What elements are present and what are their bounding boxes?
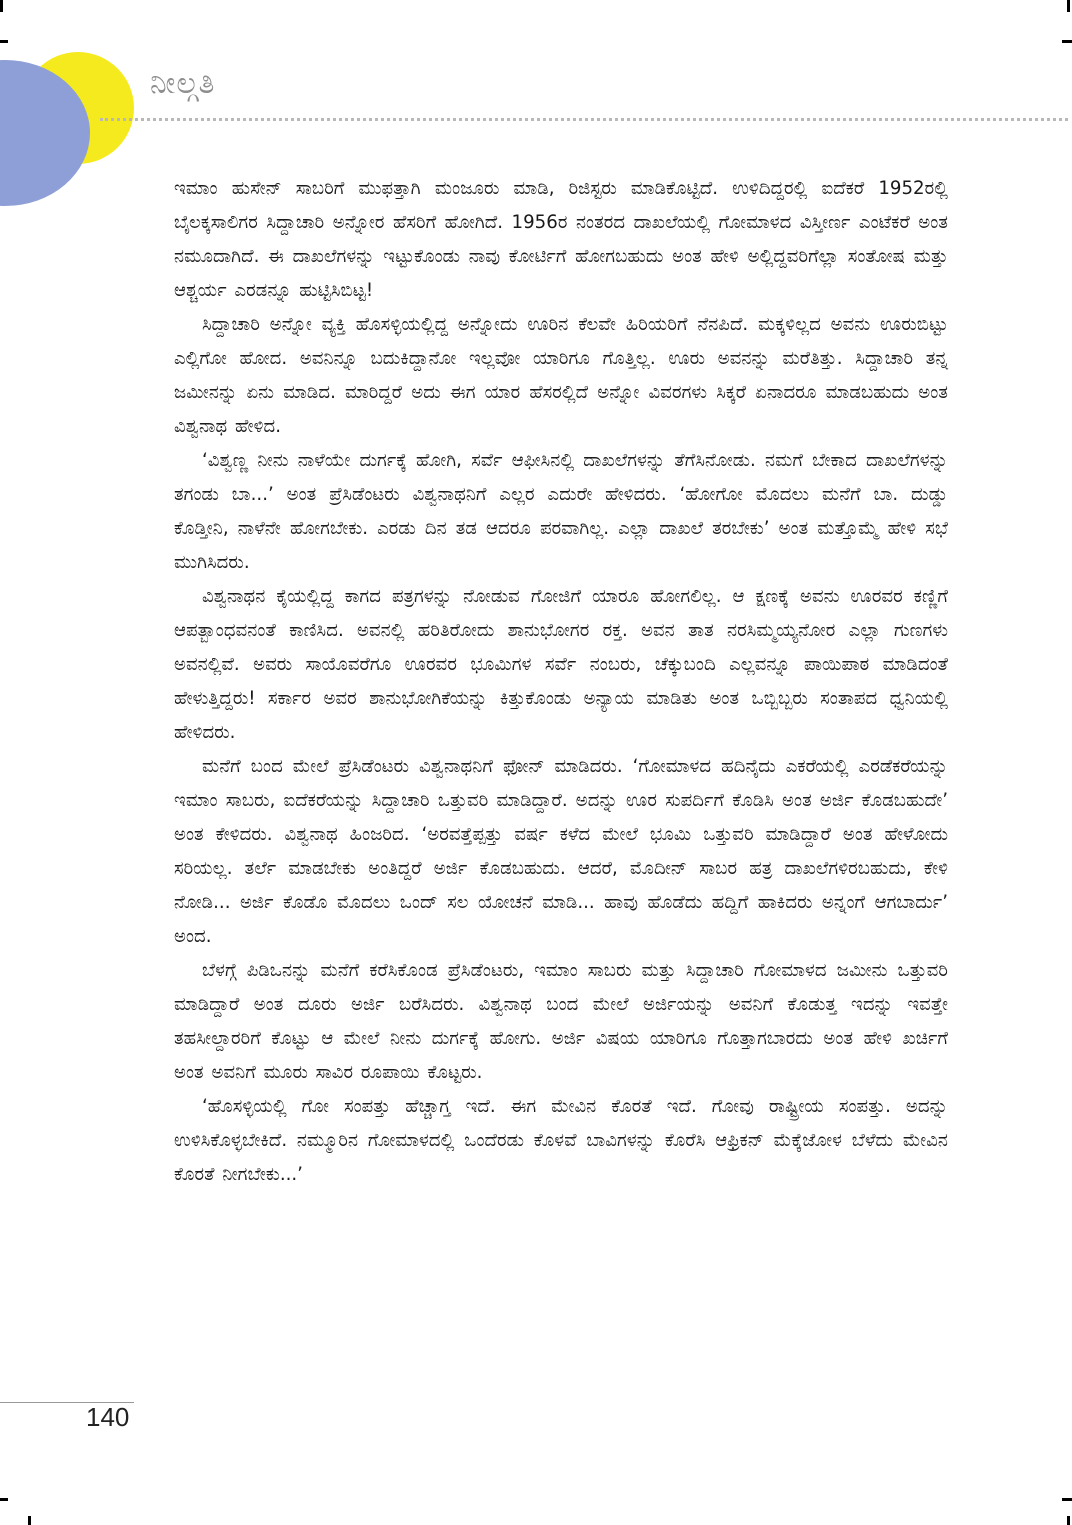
- crop-mark-bottom-left: [28, 1516, 31, 1525]
- crop-mark-right-upper: [1062, 40, 1072, 43]
- paragraph: ‘ವಿಶ್ವಣ್ಣ ನೀನು ನಾಳೆಯೇ ದುರ್ಗಕ್ಕೆ ಹೋಗಿ, ಸರ್ವೆ ಆಫೀಸಿನಲ್ಲಿ ದಾಖಲೆಗಳನ್ನು ತೆಗೆಸಿನೋಡು. ನಮಗೆ ಬೇಕಾದ ದಾಖಲೆಗಳನ್ನು ತಗಂಡು ಬಾ...’ ಅಂತ ಪ್ರೆಸಿಡೆಂಟರು ವಿಶ್ವನಾಥನಿಗೆ ಎಲ್ಲರ ಎದುರೇ ಹೇಳಿದರು. ‘ಹೋಗೋ ಮೊದಲು ಮನೆಗೆ ಬಾ. ದುಡ್ಡು ಕೊಡ್ತೀನಿ, ನಾಳೆನೇ ಹೋಗಬೇಕು. ಎರಡು ದಿನ ತಡ ಆದರೂ ಪರವಾಗಿಲ್ಲ. ಎಲ್ಲಾ ದಾಖಲೆ ತರಬೇಕು’ ಅಂತ ಮತ್ತೊಮ್ಮೆ ಹೇಳಿ ಸಭೆ ಮುಗಿಸಿದರು.: [174, 450, 948, 573]
- paragraph: ಬೆಳಗ್ಗೆ ಪಿಡಿಒನನ್ನು ಮನೆಗೆ ಕರೆಸಿಕೊಂಡ ಪ್ರೆಸಿಡೆಂಟರು, ಇಮಾಂ ಸಾಬರು ಮತ್ತು ಸಿದ್ದಾಚಾರಿ ಗೋಮಾಳದ ಜಮೀನು ಒತ್ತುವರಿ ಮಾಡಿದ್ದಾರೆ ಅಂತ ದೂರು ಅರ್ಜಿ ಬರೆಸಿದರು. ವಿಶ್ವನಾಥ ಬಂದ ಮೇಲೆ ಅರ್ಜಿಯನ್ನು ಅವನಿಗೆ ಕೊಡುತ್ತ ಇದನ್ನು ಇವತ್ತೇ ತಹಸೀಲ್ದಾರರಿಗೆ ಕೊಟ್ಟು ಆ ಮೇಲೆ ನೀನು ದುರ್ಗಕ್ಕೆ ಹೋಗು. ಅರ್ಜಿ ವಿಷಯ ಯಾರಿಗೂ ಗೊತ್ತಾಗಬಾರದು ಅಂತ ಹೇಳಿ ಖರ್ಚಿಗೆ ಅಂತ ಅವನಿಗೆ ಮೂರು ಸಾವಿರ ರೂಪಾಯಿ ಕೊಟ್ಟರು.: [174, 960, 948, 1083]
- paragraph: ‘ಹೊಸಳ್ಳಿಯಲ್ಲಿ ಗೋ ಸಂಪತ್ತು ಹೆಚ್ಚಾಗ್ತ ಇದೆ. ಈಗ ಮೇವಿನ ಕೊರತೆ ಇದೆ. ಗೋವು ರಾಷ್ಟ್ರೀಯ ಸಂಪತ್ತು. ಅದನ್ನು ಉಳಿಸಿಕೊಳ್ಳಬೇಕಿದೆ. ನಮ್ಮೂರಿನ ಗೋಮಾಳದಲ್ಲಿ ಒಂದೆರಡು ಕೊಳವೆ ಬಾವಿಗಳನ್ನು ಕೊರೆಸಿ ಆಫ್ರಿಕನ್ ಮೆಕ್ಕೆಜೋಳ ಬೆಳೆದು ಮೇವಿನ ಕೊರತೆ ನೀಗಬೇಕು...’: [174, 1096, 948, 1185]
- crop-mark-bottom-right: [1067, 1516, 1070, 1525]
- crop-mark-right-lower: [1062, 1498, 1072, 1501]
- running-title: ನೀಲ್ಗತಿ: [150, 66, 216, 101]
- crop-mark-left-upper: [0, 40, 8, 43]
- paragraph: ಮನೆಗೆ ಬಂದ ಮೇಲೆ ಪ್ರೆಸಿಡೆಂಟರು ವಿಶ್ವನಾಥನಿಗೆ ಫೋನ್ ಮಾಡಿದರು. ‘ಗೋಮಾಳದ ಹದಿನೈದು ಎಕರೆಯಲ್ಲಿ ಎರಡೆಕರೆಯನ್ನು ಇಮಾಂ ಸಾಬರು, ಐದೆಕರೆಯನ್ನು ಸಿದ್ದಾಚಾರಿ ಒತ್ತುವರಿ ಮಾಡಿದ್ದಾರೆ. ಅದನ್ನು ಊರ ಸುಪರ್ದಿಗೆ ಕೊಡಿಸಿ ಅಂತ ಅರ್ಜಿ ಕೊಡಬಹುದೇ’ ಅಂತ ಕೇಳಿದರು. ವಿಶ್ವನಾಥ ಹಿಂಜರಿದ. ‘ಅರವತ್ತೆಪ್ಪತ್ತು ವರ್ಷ ಕಳೆದ ಮೇಲೆ ಭೂಮಿ ಒತ್ತುವರಿ ಮಾಡಿದ್ದಾರೆ ಅಂತ ಹೇಳೋದು ಸರಿಯಲ್ಲ. ತರ್ಲೆ ಮಾಡಬೇಕು ಅಂತಿದ್ದರೆ ಅರ್ಜಿ ಕೊಡಬಹುದು. ಆದರೆ, ಮೊದೀನ್ ಸಾಬರ ಹತ್ರ ದಾಖಲೆಗಳಿರಬಹುದು, ಕೇಳಿ ನೋಡಿ... ಅರ್ಜಿ ಕೊಡೊ ಮೊದಲು ಒಂದ್ ಸಲ ಯೋಚನೆ ಮಾಡಿ... ಹಾವು ಹೊಡೆದು ಹದ್ದಿಗೆ ಹಾಕಿದರು ಅನ್ನಂಗೆ ಆಗಬಾರ್ದು’ ಅಂದ.: [174, 756, 948, 947]
- body-text: [174, 172, 948, 1192]
- paragraph: ಇಮಾಂ ಹುಸೇನ್ ಸಾಬರಿಗೆ ಮುಫತ್ತಾಗಿ ಮಂಜೂರು ಮಾಡಿ, ರಿಜಿಸ್ಟರು ಮಾಡಿಕೊಟ್ಟಿದೆ. ಉಳಿದಿದ್ದರಲ್ಲಿ ಐದೆಕರೆ 1952ರಲ್ಲಿ ಬೈಲಕ್ಕಸಾಲಿಗರ ಸಿದ್ದಾಚಾರಿ ಅನ್ನೋರ ಹೆಸರಿಗೆ ಹೋಗಿದೆ. 1956ರ ನಂತರದ ದಾಖಲೆಯಲ್ಲಿ ಗೋಮಾಳದ ವಿಸ್ತೀರ್ಣ ಎಂಟೆಕರೆ ಅಂತ ನಮೂದಾಗಿದೆ. ಈ ದಾಖಲೆಗಳನ್ನು ಇಟ್ಟುಕೊಂಡು ನಾವು ಕೋರ್ಟಿಗೆ ಹೋಗಬಹುದು ಅಂತ ಹೇಳಿ ಅಲ್ಲಿದ್ದವರಿಗೆಲ್ಲಾ ಸಂತೋಷ ಮತ್ತು ಆಶ್ಚರ್ಯ ಎರಡನ್ನೂ ಹುಟ್ಟಿಸಿಬಿಟ್ಟ!: [174, 178, 948, 301]
- crop-mark-left-lower: [0, 1498, 8, 1501]
- paragraph: ಸಿದ್ದಾಚಾರಿ ಅನ್ನೋ ವ್ಯಕ್ತಿ ಹೊಸಳ್ಳಿಯಲ್ಲಿದ್ದ ಅನ್ನೋದು ಊರಿನ ಕೆಲವೇ ಹಿರಿಯರಿಗೆ ನೆನಪಿದೆ. ಮಕ್ಕಳಿಲ್ಲದ ಅವನು ಊರುಬಿಟ್ಟು ಎಲ್ಲಿಗೋ ಹೋದ. ಅವನಿನ್ನೂ ಬದುಕಿದ್ದಾನೋ ಇಲ್ಲವೋ ಯಾರಿಗೂ ಗೊತ್ತಿಲ್ಲ. ಊರು ಅವನನ್ನು ಮರೆತಿತ್ತು. ಸಿದ್ದಾಚಾರಿ ತನ್ನ ಜಮೀನನ್ನು ಏನು ಮಾಡಿದ. ಮಾರಿದ್ದರೆ ಅದು ಈಗ ಯಾರ ಹೆಸರಲ್ಲಿದೆ ಅನ್ನೋ ವಿವರಗಳು ಸಿಕ್ಕರೆ ಏನಾದರೂ ಮಾಡಬಹುದು ಅಂತ ವಿಶ್ವನಾಥ ಹೇಳಿದ.: [174, 314, 948, 437]
- page-number: 140: [86, 1402, 130, 1432]
- paragraph: ವಿಶ್ವನಾಥನ ಕೈಯಲ್ಲಿದ್ದ ಕಾಗದ ಪತ್ರಗಳನ್ನು ನೋಡುವ ಗೋಜಿಗೆ ಯಾರೂ ಹೋಗಲಿಲ್ಲ. ಆ ಕ್ಷಣಕ್ಕೆ ಅವನು ಊರವರ ಕಣ್ಣಿಗೆ ಆಪತ್ಬಾಂಧವನಂತೆ ಕಾಣಿಸಿದ. ಅವನಲ್ಲಿ ಹರಿತಿರೋದು ಶಾನುಭೋಗರ ರಕ್ತ. ಅವನ ತಾತ ನರಸಿಮ್ಮಯ್ಯನೋರ ಎಲ್ಲಾ ಗುಣಗಳು ಅವನಲ್ಲಿವೆ. ಅವರು ಸಾಯೊವರೆಗೂ ಊರವರ ಭೂಮಿಗಳ ಸರ್ವೆ ನಂಬರು, ಚೆಕ್ಕುಬಂದಿ ಎಲ್ಲವನ್ನೂ ಪಾಯಿಪಾಠ ಮಾಡಿದಂತೆ ಹೇಳುತ್ತಿದ್ದರು! ಸರ್ಕಾರ ಅವರ ಶಾನುಭೋಗಿಕೆಯನ್ನು ಕಿತ್ತುಕೊಂಡು ಅನ್ಯಾಯ ಮಾಡಿತು ಅಂತ ಒಬ್ಬಿಬ್ಬರು ಸಂತಾಪದ ಧ್ವನಿಯಲ್ಲಿ ಹೇಳಿದರು.: [174, 586, 948, 743]
- crop-mark-top-right: [1067, 0, 1070, 12]
- header-dotted-divider: [100, 118, 1068, 121]
- crop-mark-top-left: [0, 0, 3, 12]
